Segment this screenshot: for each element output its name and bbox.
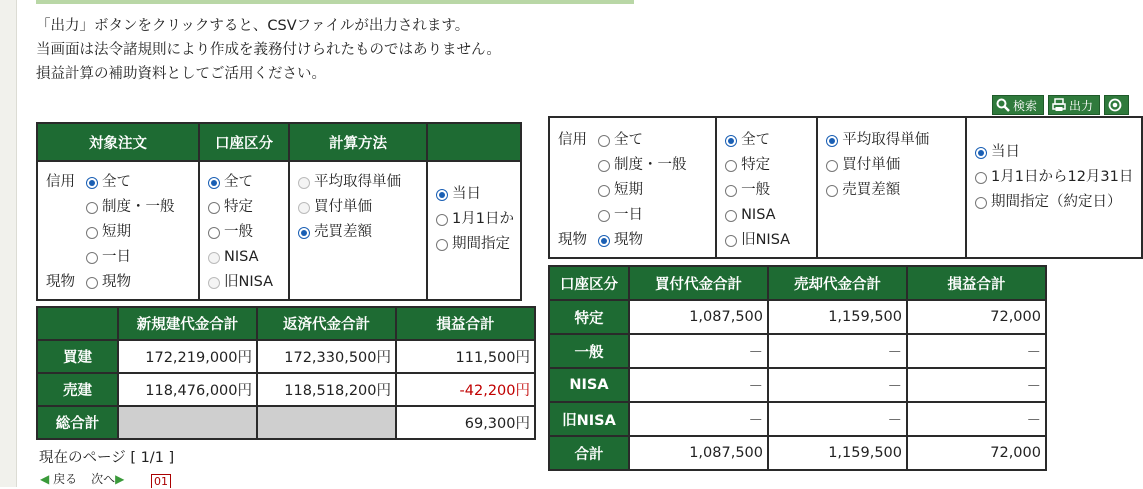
overlay-radio-account-ippan[interactable] bbox=[725, 185, 737, 197]
account-options bbox=[199, 161, 289, 300]
sell-pnl-total: -42,200円 bbox=[396, 373, 535, 406]
row-label-sell: 売建 bbox=[37, 373, 118, 406]
search-button[interactable] bbox=[992, 95, 1044, 115]
page-number-link[interactable]: 01 bbox=[151, 474, 171, 488]
summary-header-pnl: 損益合計 bbox=[396, 307, 535, 340]
overlay-account-ippan-label: 一般 bbox=[741, 182, 771, 198]
ov-row-label: 特定 bbox=[549, 300, 629, 334]
summary-header-new: 新規建代金合計 bbox=[118, 307, 257, 340]
overlay-calc-diff-label: 売買差額 bbox=[842, 182, 901, 198]
overlay-radio-order-ichinichi[interactable] bbox=[598, 210, 610, 222]
radio-order-spot[interactable] bbox=[86, 277, 98, 289]
overlay-radio-order-all[interactable] bbox=[598, 135, 610, 147]
ov-row-label: 一般 bbox=[549, 334, 629, 368]
ov-pnl-cell: 72,000 bbox=[907, 436, 1046, 470]
order-spot-label: 現物 bbox=[102, 274, 131, 290]
ov-pnl-cell: － bbox=[907, 334, 1046, 368]
next-link[interactable] bbox=[91, 470, 124, 487]
ov-pnl-cell: － bbox=[907, 402, 1046, 436]
spot-label: 現物 bbox=[46, 274, 75, 290]
notice-text bbox=[36, 14, 501, 86]
table-row bbox=[549, 402, 1046, 436]
ov-sell-cell: － bbox=[768, 368, 907, 402]
radio-calc-avg[interactable] bbox=[298, 177, 310, 189]
ov-buy-cell: 1,087,500 bbox=[629, 436, 768, 470]
overlay-radio-order-spot[interactable] bbox=[598, 235, 610, 247]
header-period bbox=[427, 123, 521, 161]
ov-sell-cell: 1,159,500 bbox=[768, 436, 907, 470]
notice-line-2: 当画面は法令諸規則により作成を義務付けられたものではありません。 bbox=[36, 42, 501, 58]
radio-account-old-nisa[interactable] bbox=[208, 277, 220, 289]
overlay-calc-buy-label: 買付単価 bbox=[842, 157, 901, 173]
row-label-buy: 買建 bbox=[37, 340, 118, 373]
output-button[interactable] bbox=[1048, 95, 1100, 115]
overlay-radio-calc-avg[interactable] bbox=[826, 135, 838, 147]
account-nisa-label: NISA bbox=[224, 249, 259, 265]
table-row bbox=[549, 300, 1046, 334]
account-all-label: 全て bbox=[224, 174, 253, 190]
buy-pnl-total: 111,500円 bbox=[396, 340, 535, 373]
table-row bbox=[549, 436, 1046, 470]
credit-label: 信用 bbox=[46, 174, 75, 190]
radio-period-today[interactable] bbox=[436, 189, 448, 201]
margin-summary-table bbox=[36, 306, 536, 440]
total-repay-empty bbox=[257, 406, 396, 439]
ov-pnl-cell: 72,000 bbox=[907, 300, 1046, 334]
next-label: 次へ bbox=[91, 472, 116, 486]
period-today-label: 当日 bbox=[452, 186, 481, 202]
prev-link[interactable] bbox=[40, 470, 77, 487]
ov-header-sell: 売却代金合計 bbox=[768, 266, 907, 300]
account-totals-table bbox=[548, 265, 1047, 471]
overlay-radio-period-range[interactable] bbox=[975, 197, 987, 209]
order-seido-label: 制度・一般 bbox=[102, 199, 175, 215]
radio-account-ippan[interactable] bbox=[208, 227, 220, 239]
total-new-empty bbox=[118, 406, 257, 439]
output-button-label: 出力 bbox=[1069, 98, 1094, 113]
ov-sell-cell: － bbox=[768, 402, 907, 436]
account-tokutei-label: 特定 bbox=[224, 199, 253, 215]
calc-buy-label: 買付単価 bbox=[314, 199, 372, 215]
notice-line-1: 「出力」ボタンをクリックすると、CSVファイルが出力されます。 bbox=[36, 18, 470, 34]
overlay-condition-panel bbox=[548, 116, 1143, 259]
table-row bbox=[549, 368, 1046, 402]
account-old-nisa-label: 旧NISA bbox=[224, 274, 274, 290]
overlay-order-seido-label: 制度・一般 bbox=[614, 157, 687, 173]
account-ippan-label: 一般 bbox=[224, 224, 253, 240]
overlay-period-jan-label: 1月1日から12月31日 bbox=[991, 169, 1134, 185]
page-indicator: 現在のページ [ 1/1 ] bbox=[39, 450, 175, 466]
overlay-account-all-label: 全て bbox=[741, 132, 771, 148]
calc-options bbox=[289, 161, 427, 300]
order-all-label: 全て bbox=[102, 174, 131, 190]
overlay-order-spot-label: 現物 bbox=[614, 232, 643, 248]
ov-header-buy: 買付代金合計 bbox=[629, 266, 768, 300]
overlay-radio-period-jan[interactable] bbox=[975, 172, 987, 184]
overlay-radio-account-nisa[interactable] bbox=[725, 210, 737, 222]
ov-pnl-cell: － bbox=[907, 368, 1046, 402]
radio-period-jan[interactable] bbox=[436, 214, 448, 226]
overlay-radio-calc-buy[interactable] bbox=[826, 160, 838, 172]
radio-account-tokutei[interactable] bbox=[208, 202, 220, 214]
condition-table bbox=[36, 122, 522, 301]
overlay-period-range-label: 期間指定（約定日） bbox=[991, 194, 1122, 210]
ov-row-label: 旧NISA bbox=[549, 402, 629, 436]
overlay-period-today-label: 当日 bbox=[991, 144, 1021, 160]
table-row bbox=[37, 373, 535, 406]
ov-header-pnl: 損益合計 bbox=[907, 266, 1046, 300]
header-account: 口座区分 bbox=[199, 123, 289, 161]
ov-buy-cell: － bbox=[629, 334, 768, 368]
order-ichinichi-label: 一日 bbox=[102, 249, 131, 265]
top-accent-line bbox=[36, 0, 634, 4]
buy-repay-total: 172,330,500円 bbox=[257, 340, 396, 373]
ov-buy-cell: － bbox=[629, 402, 768, 436]
radio-account-all[interactable] bbox=[208, 177, 220, 189]
header-order: 対象注文 bbox=[37, 123, 199, 161]
radio-order-tanki[interactable] bbox=[86, 227, 98, 239]
radio-order-ichinichi[interactable] bbox=[86, 252, 98, 264]
triangle-left-icon: ◀ bbox=[40, 472, 50, 486]
order-options bbox=[37, 161, 199, 300]
magnifier-icon bbox=[996, 98, 1010, 112]
triangle-right-icon: ▶ bbox=[115, 472, 125, 486]
table-row bbox=[549, 334, 1046, 368]
radio-calc-buy[interactable] bbox=[298, 202, 310, 214]
overlay-credit-label: 信用 bbox=[558, 132, 587, 148]
radio-account-nisa[interactable] bbox=[208, 252, 220, 264]
overlay-radio-calc-diff[interactable] bbox=[826, 185, 838, 197]
radio-calc-diff[interactable] bbox=[298, 227, 310, 239]
radio-order-all[interactable] bbox=[86, 177, 98, 189]
overlay-calc-avg-label: 平均取得単価 bbox=[842, 132, 930, 148]
ov-buy-cell: － bbox=[629, 368, 768, 402]
prev-label: 戻る bbox=[53, 472, 78, 486]
overlay-order-options bbox=[549, 117, 716, 258]
overlay-radio-order-seido[interactable] bbox=[598, 160, 610, 172]
overlay-period-options bbox=[966, 117, 1142, 258]
overlay-order-all-label: 全て bbox=[614, 132, 643, 148]
search-button-label: 検索 bbox=[1013, 98, 1038, 113]
ov-sell-cell: － bbox=[768, 334, 907, 368]
target-icon bbox=[1108, 98, 1122, 112]
table-row bbox=[37, 406, 535, 439]
overlay-account-old-nisa-label: 旧NISA bbox=[741, 232, 791, 248]
ov-row-label: NISA bbox=[549, 368, 629, 402]
overlay-radio-account-old-nisa[interactable] bbox=[725, 235, 737, 247]
settings-button[interactable] bbox=[1104, 95, 1129, 115]
sell-repay-total: 118,518,200円 bbox=[257, 373, 396, 406]
sell-new-total: 118,476,000円 bbox=[118, 373, 257, 406]
radio-period-range[interactable] bbox=[436, 239, 448, 251]
order-tanki-label: 短期 bbox=[102, 224, 131, 240]
overlay-account-tokutei-label: 特定 bbox=[741, 157, 771, 173]
table-row bbox=[37, 340, 535, 373]
ov-sell-cell: 1,159,500 bbox=[768, 300, 907, 334]
overlay-order-ichinichi-label: 一日 bbox=[614, 207, 643, 223]
overlay-account-nisa-label: NISA bbox=[741, 207, 776, 223]
radio-order-seido[interactable] bbox=[86, 202, 98, 214]
overlay-radio-order-tanki[interactable] bbox=[598, 185, 610, 197]
toolbar bbox=[992, 95, 1129, 115]
overlay-radio-account-tokutei[interactable] bbox=[725, 160, 737, 172]
summary-corner bbox=[37, 307, 118, 340]
notice-line-3: 損益計算の補助資料としてご活用ください。 bbox=[36, 66, 326, 82]
calc-diff-label: 売買差額 bbox=[314, 224, 372, 240]
period-options bbox=[427, 161, 521, 300]
printer-icon bbox=[1052, 98, 1066, 112]
overlay-radio-account-all[interactable] bbox=[725, 135, 737, 147]
overlay-spot-label: 現物 bbox=[558, 232, 587, 248]
ov-buy-cell: 1,087,500 bbox=[629, 300, 768, 334]
grand-total-pnl: 69,300円 bbox=[396, 406, 535, 439]
buy-new-total: 172,219,000円 bbox=[118, 340, 257, 373]
period-range-label: 期間指定 bbox=[452, 236, 510, 252]
period-jan-label: 1月1日か bbox=[452, 211, 514, 227]
calc-avg-label: 平均取得単価 bbox=[314, 174, 401, 190]
overlay-radio-period-today[interactable] bbox=[975, 147, 987, 159]
summary-header-repay: 返済代金合計 bbox=[257, 307, 396, 340]
overlay-calc-options bbox=[817, 117, 966, 258]
overlay-account-options bbox=[716, 117, 817, 258]
ov-row-label: 合計 bbox=[549, 436, 629, 470]
ov-header-account: 口座区分 bbox=[549, 266, 629, 300]
row-label-total: 総合計 bbox=[37, 406, 118, 439]
overlay-order-tanki-label: 短期 bbox=[614, 182, 643, 198]
header-calc: 計算方法 bbox=[289, 123, 427, 161]
left-rail bbox=[0, 0, 17, 487]
pager bbox=[40, 470, 124, 487]
